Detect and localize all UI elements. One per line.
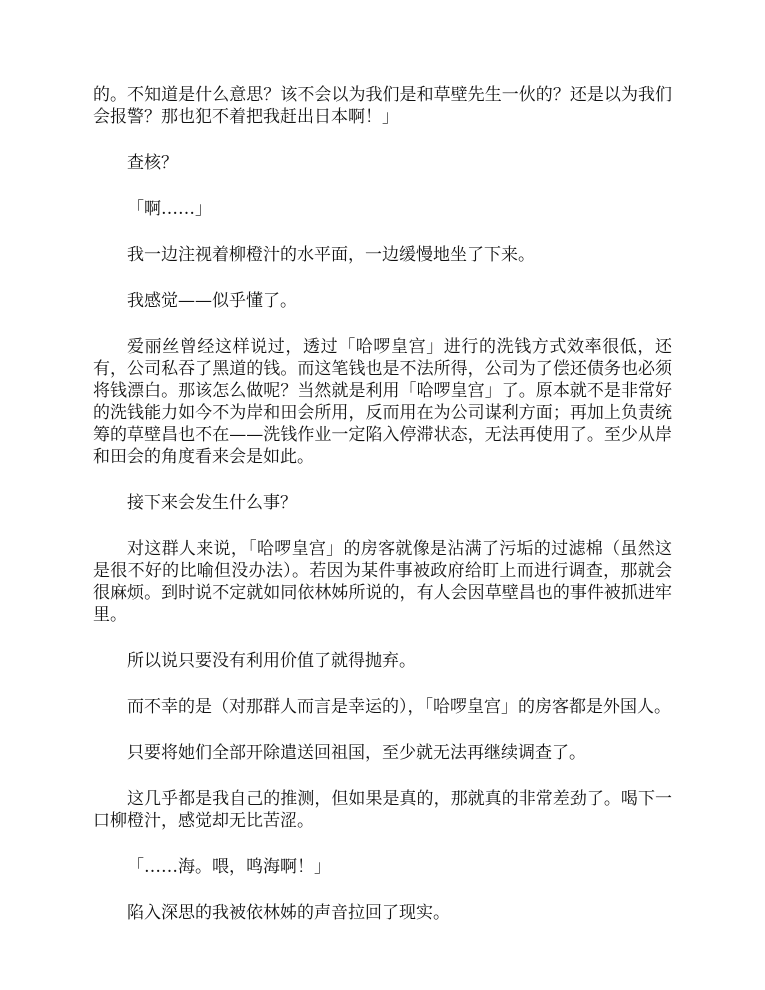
paragraph: 陷入深思的我被依林姊的声音拉回了现实。: [127, 903, 450, 923]
paragraph: 而不幸的是（对那群人而言是幸运的），「哈啰皇宫」的房客都是外国人。: [127, 697, 671, 717]
paragraph: 「啊……」: [127, 199, 212, 219]
paragraph: 所以说只要没有利用价值了就得抛弃。: [127, 651, 416, 671]
paragraph: 这几乎都是我自己的推测，但如果是真的，那就真的非常差劲了。喝下一口柳橙汁，感觉却无比苦涩。: [93, 789, 672, 831]
paragraph: 对这群人来说，「哈啰皇宫」的房客就像是沾满了污垢的过滤棉（虽然这是很不好的比喻但没办法）。若因为某件事被政府给盯上而进行调查，那就会很麻烦。到时说不定就如同依林姊所说的，有人会因草壁昌也的事件被抓进牢里。: [93, 539, 672, 625]
paragraph: 只要将她们全部开除遣送回祖国，至少就无法再继续调查了。: [127, 743, 586, 763]
paragraph: 接下来会发生什么事？: [127, 493, 297, 513]
paragraph: 我一边注视着柳橙汁的水平面，一边缓慢地坐了下来。: [127, 245, 535, 265]
paragraph: 查核？: [127, 153, 178, 173]
paragraph: 的。不知道是什么意思？该不会以为我们是和草壁先生一伙的？还是以为我们会报警？那也犯不着把我赶出日本啊！」: [93, 85, 672, 127]
paragraph: 「……海。喂，鸣海啊！」: [127, 857, 331, 877]
paragraph: 爱丽丝曾经这样说过，透过「哈啰皇宫」进行的洗钱方式效率很低，还有，公司私吞了黑道的钱。而这笔钱也是不法所得，公司为了偿还债务也必须将钱漂白。那该怎么做呢？当然就是利用「哈啰皇宫」了。原本就不是非常好的洗钱能力如今不为岸和田会所用，反而用在为公司谋利方面；再加上负责统筹的草壁昌也不在——洗钱作业一定陷入停滞状态，无法再使用了。至少从岸和田会的角度看来会是如此。: [93, 337, 672, 467]
paragraph: 我感觉——似乎懂了。: [127, 291, 297, 311]
